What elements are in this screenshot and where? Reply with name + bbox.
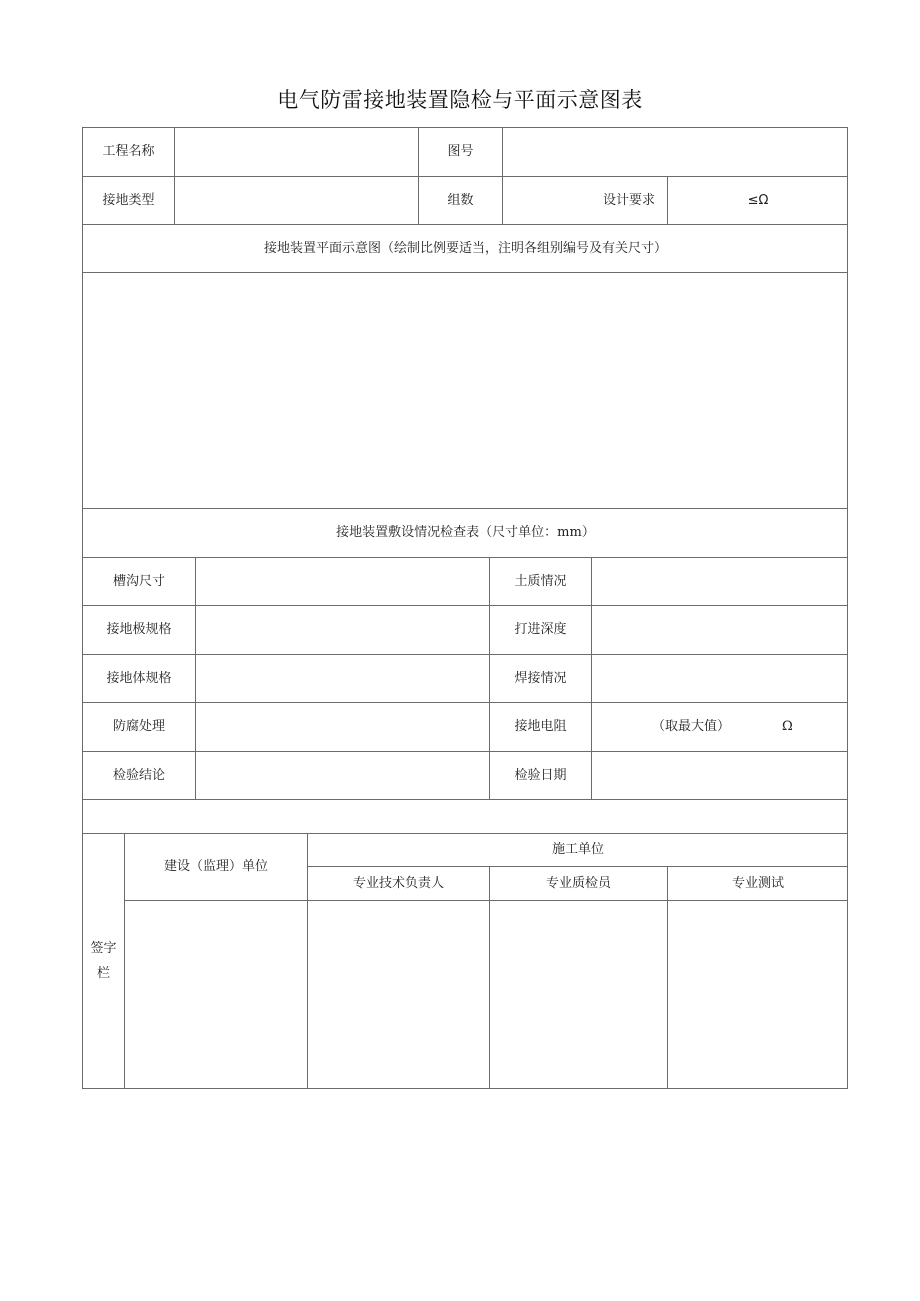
ohm-unit: Ω [782,719,793,735]
tech-lead-signature-box[interactable] [307,900,489,1089]
project-name-field[interactable] [174,127,418,176]
tester-header: 专业测试 [667,866,848,900]
inspection-section-heading: 接地装置敷设情况检查表（尺寸单位：mm） [82,508,848,557]
blank-row [82,799,848,833]
electrode-spec-label: 接地极规格 [82,605,195,654]
inspection-date-label: 检验日期 [489,751,591,799]
owner-unit-header: 建设（监理）单位 [124,833,307,900]
soil-condition-label: 土质情况 [489,557,591,605]
anticorrosion-field[interactable] [195,702,489,751]
trench-size-label: 槽沟尺寸 [82,557,195,605]
conclusion-label: 检验结论 [82,751,195,799]
drawing-no-field[interactable] [502,127,848,176]
welding-label: 焊接情况 [489,654,591,702]
signature-column-label [82,833,124,1089]
conclusion-field[interactable] [195,751,489,799]
plan-section-heading: 接地装置平面示意图（绘制比例要适当，注明各组别编号及有关尺寸） [82,224,848,272]
ground-type-field[interactable] [174,176,418,224]
tech-lead-header: 专业技术负责人 [307,866,489,900]
project-name-label: 工程名称 [82,127,174,176]
qc-inspector-header: 专业质检员 [489,866,667,900]
construction-unit-header: 施工单位 [307,833,848,866]
design-requirement-label: 设计要求 [502,176,667,224]
welding-field[interactable] [591,654,848,702]
page-title: 电气防雷接地装置隐检与平面示意图表 [277,88,643,112]
ground-type-label: 接地类型 [82,176,174,224]
resistance-label: 接地电阻 [489,702,591,751]
body-spec-field[interactable] [195,654,489,702]
inspection-date-field[interactable] [591,751,848,799]
signature-label-line2: 栏 [96,965,110,981]
driving-depth-label: 打进深度 [489,605,591,654]
trench-size-field[interactable] [195,557,489,605]
design-requirement-value[interactable]: ≤Ω [667,176,848,224]
body-spec-label: 接地体规格 [82,654,195,702]
plan-drawing-area[interactable] [82,272,848,508]
soil-condition-field[interactable] [591,557,848,605]
group-count-label: 组数 [418,176,502,224]
drawing-no-label: 图号 [418,127,502,176]
electrode-spec-field[interactable] [195,605,489,654]
resistance-note: （取最大值） [652,719,731,735]
anticorrosion-label: 防腐处理 [82,702,195,751]
signature-label-line1: 签字 [90,940,117,956]
driving-depth-field[interactable] [591,605,848,654]
qc-signature-box[interactable] [489,900,667,1089]
tester-signature-box[interactable] [667,900,848,1089]
owner-signature-box[interactable] [124,900,307,1089]
resistance-field[interactable] [591,702,848,751]
